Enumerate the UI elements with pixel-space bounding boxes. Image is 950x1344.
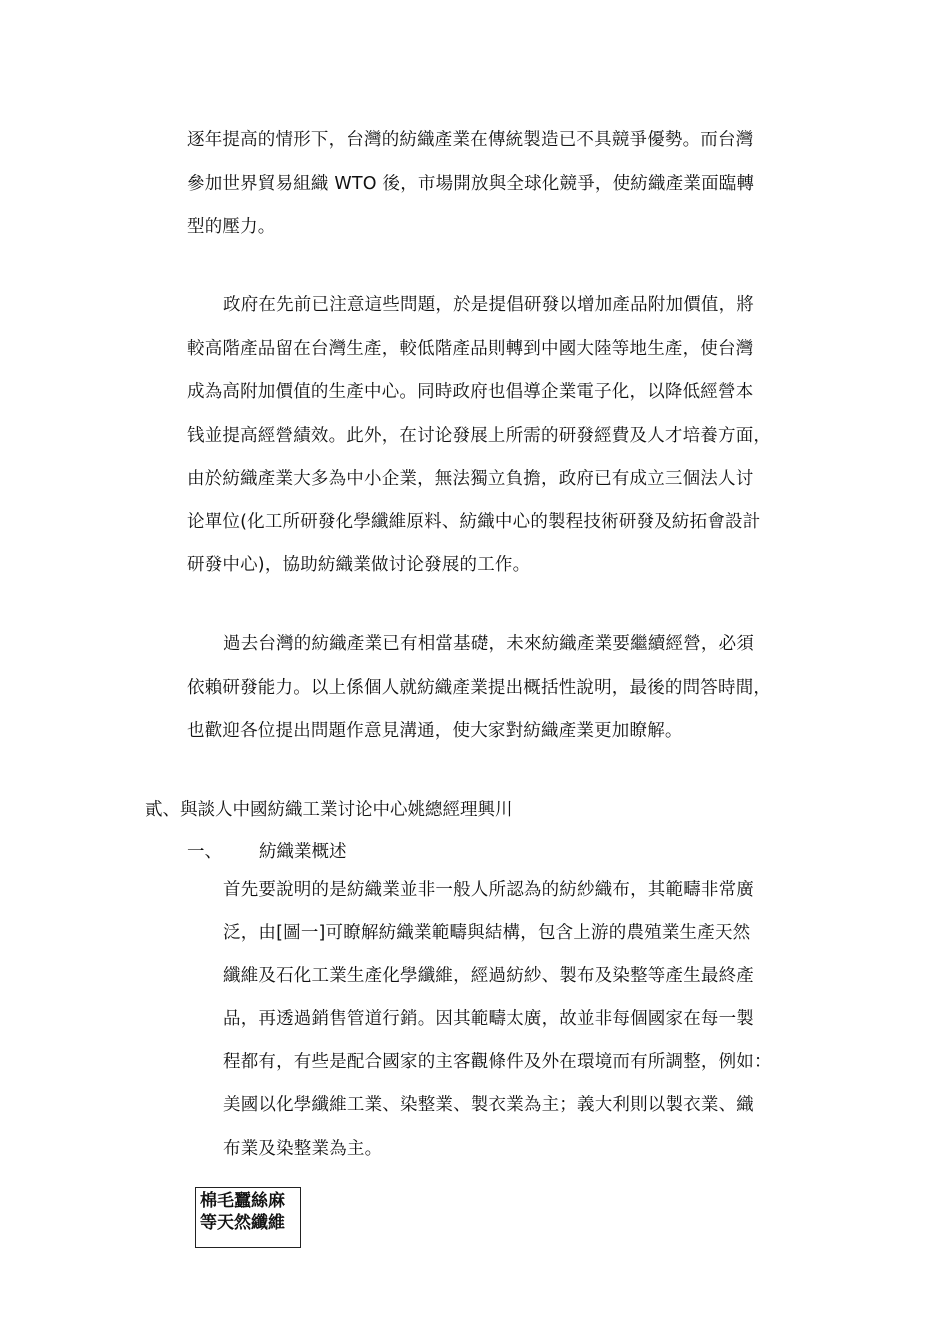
figure-natural-fiber-box: [195, 1187, 301, 1248]
paragraph-1-line-3: 型的壓力。: [187, 217, 276, 237]
paragraph-1-line-1: 逐年提高的情形下，台灣的紡織產業在傳統製造已不具競爭優勢。而台灣: [187, 130, 754, 150]
paragraph-2-line-3: 成為高附加價值的生產中心。同時政府也倡導企業電子化，以降低經營本: [187, 382, 754, 402]
subsection-number: 一、: [187, 842, 222, 862]
section-body-line-5: 程都有，有些是配合國家的主客觀條件及外在環境而有所調整，例如：: [223, 1052, 772, 1072]
subsection-title: 紡織業概述: [259, 842, 347, 862]
paragraph-2-line-1: 政府在先前已注意這些問題，於是提倡研發以增加產品附加價值，將: [223, 295, 754, 315]
paragraph-3-line-1: 過去台灣的紡織產業已有相當基礎，未來紡織產業要繼續經營，必須: [223, 634, 754, 654]
section-body-line-7: 布業及染整業為主。: [223, 1139, 383, 1159]
paragraph-1-line-2: 參加世界貿易組織 WTO 後，市場開放與全球化競爭，使紡織產業面臨轉: [187, 174, 755, 194]
section-body-line-1: 首先要說明的是紡織業並非一般人所認為的紡紗織布，其範疇非常廣: [223, 880, 754, 900]
section-body-line-3: 纖維及石化工業生產化學纖維，經過紡紗、製布及染整等產生最終產: [223, 966, 754, 986]
paragraph-2-line-6: 论單位(化工所研發化學纖維原料、紡織中心的製程技術研發及紡拓會設計: [187, 512, 761, 532]
figure-box-line-2: 等天然纖維: [200, 1213, 285, 1233]
paragraph-2-line-2: 較高階產品留在台灣生產，較低階產品則轉到中國大陸等地生產，使台灣: [187, 339, 754, 359]
paragraph-2-line-4: 钱並提高經營績效。此外，在讨论發展上所需的研發經費及人才培養方面，: [187, 426, 772, 446]
figure-box-line-1: 棉毛蠶絲麻: [200, 1191, 285, 1211]
paragraph-2-line-7: 研發中心)，協助紡織業做讨论發展的工作。: [187, 555, 531, 575]
section-heading: 貳、與談人中國紡織工業讨论中心姚總經理興川: [145, 800, 513, 820]
paragraph-3-line-2: 依賴研發能力。以上係個人就紡織產業提出概括性說明，最後的問答時間，: [187, 678, 772, 698]
section-body-line-2: 泛，由[圖一]可瞭解紡織業範疇與結構，包含上游的農殖業生產天然: [223, 923, 751, 943]
section-body-line-4: 品，再透過銷售管道行銷。因其範疇太廣，故並非每個國家在每一製: [223, 1009, 754, 1029]
paragraph-3-line-3: 也歡迎各位提出問題作意見溝通，使大家對紡織產業更加瞭解。: [187, 721, 683, 741]
paragraph-2-line-5: 由於紡織產業大多為中小企業，無法獨立負擔，政府已有成立三個法人讨: [187, 469, 754, 489]
section-body-line-6: 美國以化學纖維工業、染整業、製衣業為主；義大利則以製衣業、織: [223, 1095, 754, 1115]
